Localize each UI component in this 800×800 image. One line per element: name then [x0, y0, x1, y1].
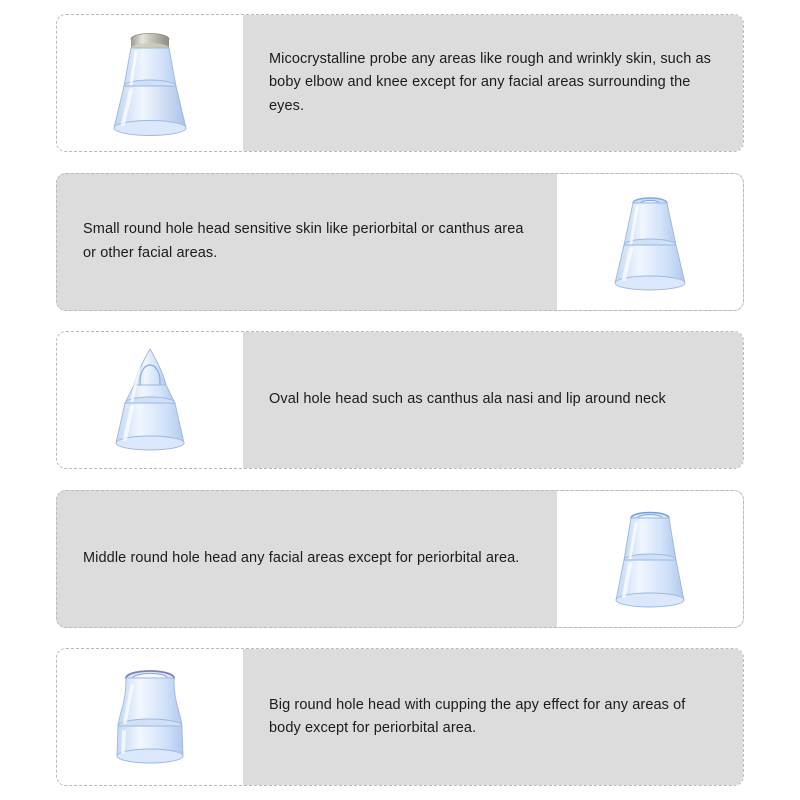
- probe-text-panel-1: [243, 15, 743, 151]
- probe-caption-4: Middle round hole head any facial areas except for periorbital area.: [83, 549, 520, 566]
- probe-row-1: [56, 14, 744, 152]
- small-round-hole-probe-icon: [590, 183, 710, 301]
- probe-row-4: [56, 490, 744, 628]
- probe-caption-5: Big round hole head with cupping the apy effect for any areas of body except for periorbital area.: [269, 696, 686, 736]
- probe-image-panel-4: [557, 491, 743, 627]
- probe-caption-2: Small round hole head sensitive skin like periorbital or canthus area or other facial areas.: [83, 221, 524, 261]
- probe-row-3: [56, 331, 744, 469]
- probe-row-2: [56, 173, 744, 311]
- microcrystalline-probe-icon: [90, 24, 210, 142]
- probe-image-panel-3: [57, 332, 243, 468]
- probe-text-panel-5: [243, 649, 743, 785]
- big-round-hole-probe-icon: [90, 658, 210, 776]
- probe-image-panel-1: [57, 15, 243, 151]
- probe-caption-3: Oval hole head such as canthus ala nasi and lip around neck: [269, 391, 666, 408]
- probe-text-panel-2: [57, 174, 557, 310]
- probe-row-5: [56, 648, 744, 786]
- probe-image-panel-5: [57, 649, 243, 785]
- probe-image-panel-2: [557, 174, 743, 310]
- oval-hole-probe-icon: [90, 341, 210, 459]
- probe-text-panel-3: [243, 332, 743, 468]
- probe-text-panel-4: [57, 491, 557, 627]
- middle-round-hole-probe-icon: [590, 500, 710, 618]
- probe-caption-1: Micocrystalline probe any areas like rough and wrinkly skin, such as boby elbow and knee except for any facial areas surrounding the eyes.: [269, 50, 711, 114]
